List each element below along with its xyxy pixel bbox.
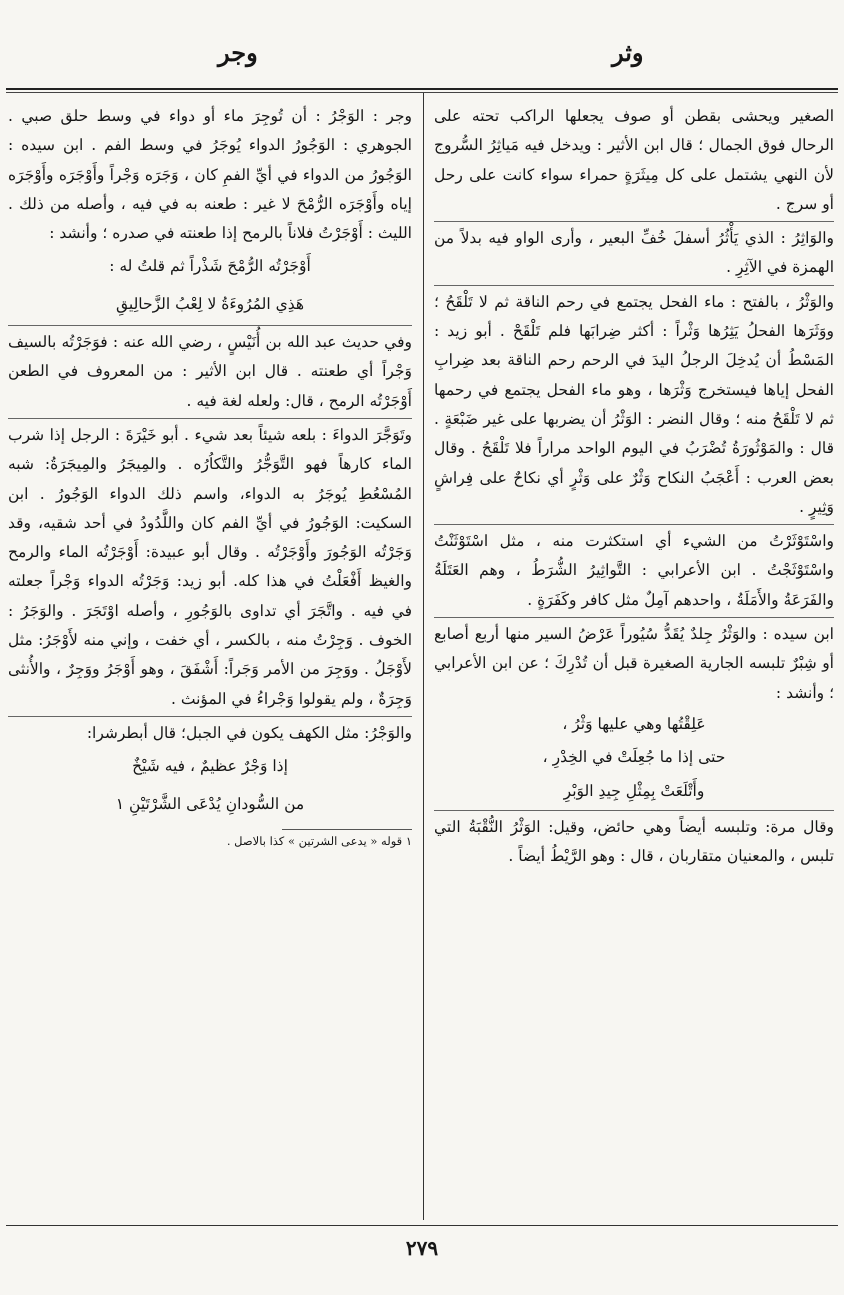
footnote-rule [282, 829, 412, 830]
footer-rule [6, 1225, 838, 1226]
entry-separator [434, 617, 834, 618]
entry-separator [434, 810, 834, 811]
left-paragraph-1: وجر : الوَجْرُ : أن تُوجِرَ ماء أو دواء في وسط حلق صبي . الجوهري : الوَجُورُ الدواء يُوجَرُ في وسط الفم . ابن سيده : الوَجُورُ من الدواء في أيِّ الفمِ كان ، وَجَرَه وَجْراً وأَوْجَرَه وأَوْجَرَه إياه وأَوْجَرَه الرُّمْحَ لا غير : طعنه به في فيه ، وأصله من ذلك . الليث : أَوْجَرْتُ فلاناً بالرمح إذا طعنته في صدره ؛ وأنشد : [8, 107, 412, 243]
right-column [434, 102, 834, 871]
left-paragraph-3: وتَوَجَّرَ الدواءَ : بلعه شيئاً بعد شيء . أبو خَيْرَةَ : الرجل إذا شرب الماء كارهاً فهو التَّوَجُّرُ والتَّكاُرُه . والمِيجَرُ والمِيجَرَةُ: شبه المُسْعُطِ يُوجَرُ به الدواء، واسم ذلك الدواء الوَجُورُ . ابن السكيت: الوَجُورُ في أيِّ الفم كان واللَّدُودُ في أحد شقيه، وقد وَجَرْتُه الوَجُورَ وأَوْجَرْتُه . وقال أبو عبيدة: أَوْجَرْتُه الماء والرمح والغيظ أَفْعَلْتُ في هذا كله. أبو زيد: وَجَرْتُه الدواء وَجْراً جعلته في فيه . واتَّجَرَ أي تداوى بالوَجُورِ ، وأصله اوْتَجَرَ . والوَجَرُ : الخوف . وَجِرْتُ منه ، بالكسر ، أي خفت ، وإني منه لأَوْجَرُ: مثل لأَوْجَلُ . ووَجِرَ من الأمر وَجَراً: أَشْفَقَ ، وهو أَوْجَرُ ووَجِرٌ ، والأُنثى وَجِرَةٌ ، ولم يقولوا وَجْراءُ في المؤنث . [8, 425, 412, 708]
column-divider [423, 93, 424, 1220]
entry-separator [8, 418, 412, 419]
right-paragraph-1: الصغير ويحشى بقطن أو صوف يجعلها الراكب تحته على الرحال فوق الجمال ؛ قال ابن الأثير : ويدخل فيه مَياثِرُ السُّروج لأن النهي يشتمل على كل مِيثَرَةٍ حمراء سواء كانت على رحل أو سرج . [434, 107, 834, 213]
header-rule [6, 88, 838, 90]
right-verse-line-1: عَلِقْتُها وهي عليها وَثْرُ ، [562, 714, 706, 733]
header-right-word: وثر [612, 38, 644, 67]
left-paragraph-4: والوَجْرُ: مثل الكهف يكون في الجبل؛ قال أبطرشرا: [86, 723, 412, 742]
right-verse-line-3: وأَتْلَعَتْ بِمِثْلِ جِيدِ الوَبْرِ [563, 781, 705, 800]
entry-separator [8, 325, 412, 326]
footnote: ١ قوله « يدعى الشرتين » كذا بالاصل . [226, 833, 412, 848]
header-rule-thin [6, 92, 838, 93]
left-verse-a-line-2: هَذِي المُرُوءَةُ لا لِعْبُ الزَّحالِيقِ [115, 294, 305, 313]
page-number: ٢٧٩ [405, 1236, 439, 1260]
entry-separator [434, 524, 834, 525]
entry-separator [8, 716, 412, 717]
right-paragraph-3: والوَثْرُ ، بالفتح : ماء الفحل يجتمع في رحم الناقة ثم لا تَلْقَحُ ؛ ووَثَرَها الفحلُ يَثِرُها وَثْراً : أكثر ضِرابَها فلم تَلْقَحْ . أبو زيد : المَسْطُ أن يُدخِلَ الرجلُ اليدَ في الرحم رحم الناقة بعد ضِرابِ الفحل إياها فيستخرج وَثْرَها ، وهو ماء الفحل يجتمع في رحمها ثم لا تَلْقَحُ منه ؛ وقال النضر : الوَثْرُ أن يضربها على غير ضَبْعَةٍ . قال : والمَوْثُورَةُ تُضْرَبُ في اليوم الواحد مراراً فلا تَلْقَحُ . وقال بعض العرب : أَعْجَبُ النكاح وَثْرٌ على وَثْرٍ أي نكاحٌ على فِراشٍ وَثِيرٍ . [434, 292, 834, 516]
left-column [8, 102, 412, 850]
entry-separator [434, 221, 834, 222]
left-verse-a-line-1: أَوْجَرْتُه الرُّمْحَ شَذْراً ثم قلتُ له : [109, 257, 311, 276]
entry-separator [434, 285, 834, 286]
left-paragraph-2: وفي حديث عبد الله بن أُنَيْسٍ ، رضي الله عنه : فوَجَرْتُه بالسيف وَجْراً أي طعنته . قال ابن الأثير : من المعروف في الطعن أَوْجَرْتُه الرمح ، قال: ولعله لغة فيه . [8, 333, 412, 410]
left-verse-b-line-1: إذا وَجْرٌ عظيمٌ ، فيه شَيْخٌ [132, 757, 288, 776]
header-left-word: وجر [218, 38, 258, 67]
right-paragraph-2: والوَاثِرُ : الذي يَأْثُرُ أسفلَ خُفِّ البعير ، وأرى الواو فيه بدلاً من الهمزة في الآثِرِ . [434, 229, 834, 277]
right-closing-paragraph: وقال مرة: وتلبسه أيضاً وهي حائض، وقيل: الوَثْرُ النُّقْبَةُ التي تلبس ، والمعنيان متقاربان ، قال : وهو الرَّيْطُ أيضاً . [434, 817, 834, 866]
right-paragraph-5: ابن سيده : والوَثْرُ جِلدٌ يُقَدُّ سُيُوراً عَرْضُ السير منها أربع أصابع أو شِبْرٌ تلبسه الجارية الصغيرة قبل أن تُدْرِكَ ؛ عن ابن الأعرابي ؛ وأنشد : [434, 625, 834, 702]
left-verse-b-line-2: من السُّودانِ يُدْعَى الشَّرْتَيْنِ ١ [115, 794, 305, 813]
right-verse-line-2: حتى إذا ما جُعِلَتْ في الخِدْرِ ، [542, 748, 726, 767]
right-paragraph-4: واسْتَوْثَرْتُ من الشيء أي استكثرت منه ، مثل اسْتَوْثَنْتُ واسْتَوْثَجْتُ . ابن الأعرابي : التَّواثِيرُ الشُّرَطُ ، وهم العَتَلَةُ والفَرَعَةُ والأَمَلَةُ ، واحدهم آمِلٌ مثل كافر وكَفَرَةٍ . [434, 532, 834, 609]
